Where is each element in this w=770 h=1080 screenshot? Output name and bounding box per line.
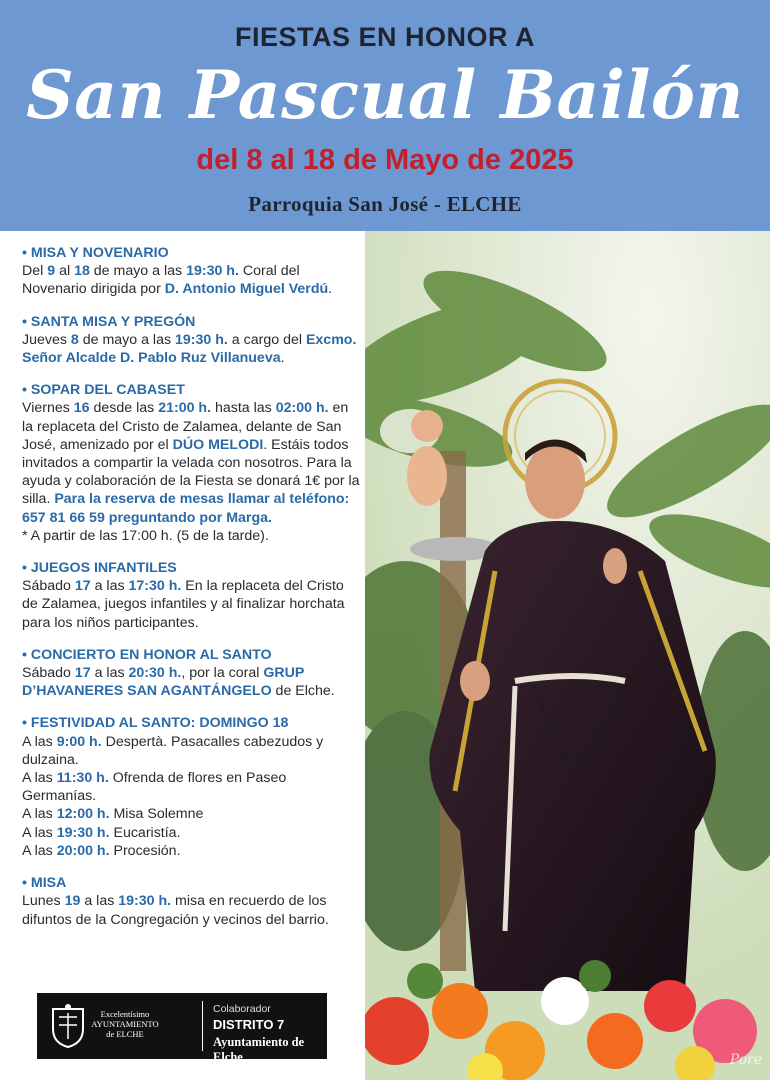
ayuntamiento-logo-text [89,1009,161,1039]
highlight-text: 19:30 h. [186,263,239,280]
body-text: Misa Solemne [109,806,204,823]
body-text: A las [22,824,57,841]
highlight-text: D. Antonio Miguel Verdú [164,281,329,298]
highlight-text: 12:00 h. [56,806,110,823]
elche-crest-icon [49,1003,87,1049]
highlight-text: 19:30 h. [56,824,110,841]
body-text: de mayo a las [89,263,187,280]
body-text: Procesión. [109,842,181,859]
photographer-signature: Pore [729,1052,762,1068]
highlight-text: 17 [74,578,91,595]
highlight-text: Para la reserva de mesas llamar al teléfono: 657 81 66 59 preguntando por Marga. [22,491,350,526]
event-item [22,313,362,368]
highlight-text: 9 [47,263,56,280]
highlight-text: 20:00 h. [56,842,110,859]
event-title: • SANTA MISA Y PREGÓN [22,313,196,330]
program-list [22,244,362,943]
footer-divider [202,1001,203,1051]
body-text: Del [22,263,48,280]
highlight-text: 8 [70,331,79,348]
event-item [22,244,362,299]
poster-title: San Pascual Bailón [26,56,744,134]
body-text: A las [22,806,57,823]
highlight-text: Excmo. Señor Alcalde D. Pablo Ruz Villanueva [22,331,357,367]
body-text: . [328,281,333,298]
body-text: a las [80,893,119,910]
highlight-text: 19:30 h. [175,331,228,348]
event-title: • JUEGOS INFANTILES [22,560,177,577]
body-text: a cargo del [227,331,306,348]
body-text: a las [90,665,129,682]
event-title: • MISA [22,875,67,892]
event-item [22,874,362,929]
body-text: . Estáis todos invitados a compartir la velada con nosotros. Para la ayuda y colaboración de la Fiesta se donará 1€ por la silla. [22,436,360,508]
body-text: Viernes [22,400,74,417]
header-kicker: FIESTAS EN HONOR A [234,22,535,52]
highlight-text: 20:30 h. [128,665,182,682]
highlight-text: 21:00 h. [158,400,212,417]
highlight-text: 17:30 h. [128,578,182,595]
body-text: Ofrenda de flores en Paseo Germanías. [22,770,287,805]
body-text: desde las [89,400,159,417]
body-text: Sábado [22,578,75,595]
body-text: hasta las [211,400,276,417]
ayto-line-1: Excelentísimo [100,1009,150,1019]
body-text: En la replaceta del Cristo de Zalamea, juegos infantiles y al finalizar horchata para los niños participantes. [22,578,345,631]
body-text: de Elche. [271,683,335,700]
highlight-text: 19:30 h. [118,893,172,910]
highlight-text: 9:00 h. [56,733,102,750]
body-text: Lunes [22,893,65,910]
ayto-line-3: de ELCHE [106,1029,144,1039]
event-title: • MISA Y NOVENARIO [22,245,169,261]
highlight-text: 17 [74,665,91,682]
body-text: Despertà. Pasacalles cabezudos y dulzaina. [22,733,324,768]
highlight-text: 18 [74,263,90,280]
body-text: a las [90,578,129,595]
event-description [22,399,362,545]
colaborador-label: Colaborador [213,1003,271,1015]
event-item [22,714,362,860]
body-text: A las [22,842,57,859]
ayto-line-2: AYUNTAMIENTO [91,1019,159,1029]
body-text: A las [22,770,57,787]
body-text: , por la coral [181,665,264,682]
highlight-text: DÚO MELODI [172,436,264,453]
highlight-text: 11:30 h. [56,770,109,787]
body-text: misa en recuerdo de los difuntos de la Congregación y vecinos del barrio. [22,893,329,928]
body-text: Coral del Novenario dirigida por [22,263,300,298]
ayuntamiento-label: Ayuntamiento de Elche [213,1035,305,1064]
event-description [22,892,362,928]
poster-header [0,0,770,231]
event-title: • FESTIVIDAD AL SANTO: DOMINGO 18 [22,715,289,732]
event-item [22,559,362,632]
event-description [22,331,362,367]
saint-statue-photo [365,231,770,1080]
distrito-label: DISTRITO 7 [213,1017,285,1032]
highlight-text: GRUP D’HAVANERES SAN AGANTÁNGELO [22,665,305,700]
body-text: A las [22,733,57,750]
parish-name: Parroquia San José - ELCHE [248,192,522,216]
body-text: en la replaceta del Cristo de Zalamea, delante de San José, amenizado por el [22,400,349,453]
highlight-text: 19 [64,893,81,910]
event-title: • SOPAR DEL CABASET [22,382,185,399]
event-description [22,262,362,298]
body-text: de mayo a las [78,331,176,348]
event-description [22,664,362,700]
highlight-text: 16 [73,400,90,417]
body-text: * A partir de las 17:00 h. (5 de la tarde). [22,527,269,544]
body-text: Eucaristía. [109,824,181,841]
event-item [22,646,362,701]
event-description [22,733,362,860]
event-title: • CONCIERTO EN HONOR AL SANTO [22,646,272,663]
highlight-text: 02:00 h. [275,400,329,417]
event-item [22,381,362,545]
sponsor-logo-block [37,993,327,1064]
body-text: Jueves [22,331,71,348]
event-description [22,577,362,632]
body-text: . [280,350,285,367]
festival-dates: del 8 al 18 de Mayo de 2025 [196,144,574,176]
body-text: al [55,263,75,280]
body-text: Sábado [22,665,75,682]
